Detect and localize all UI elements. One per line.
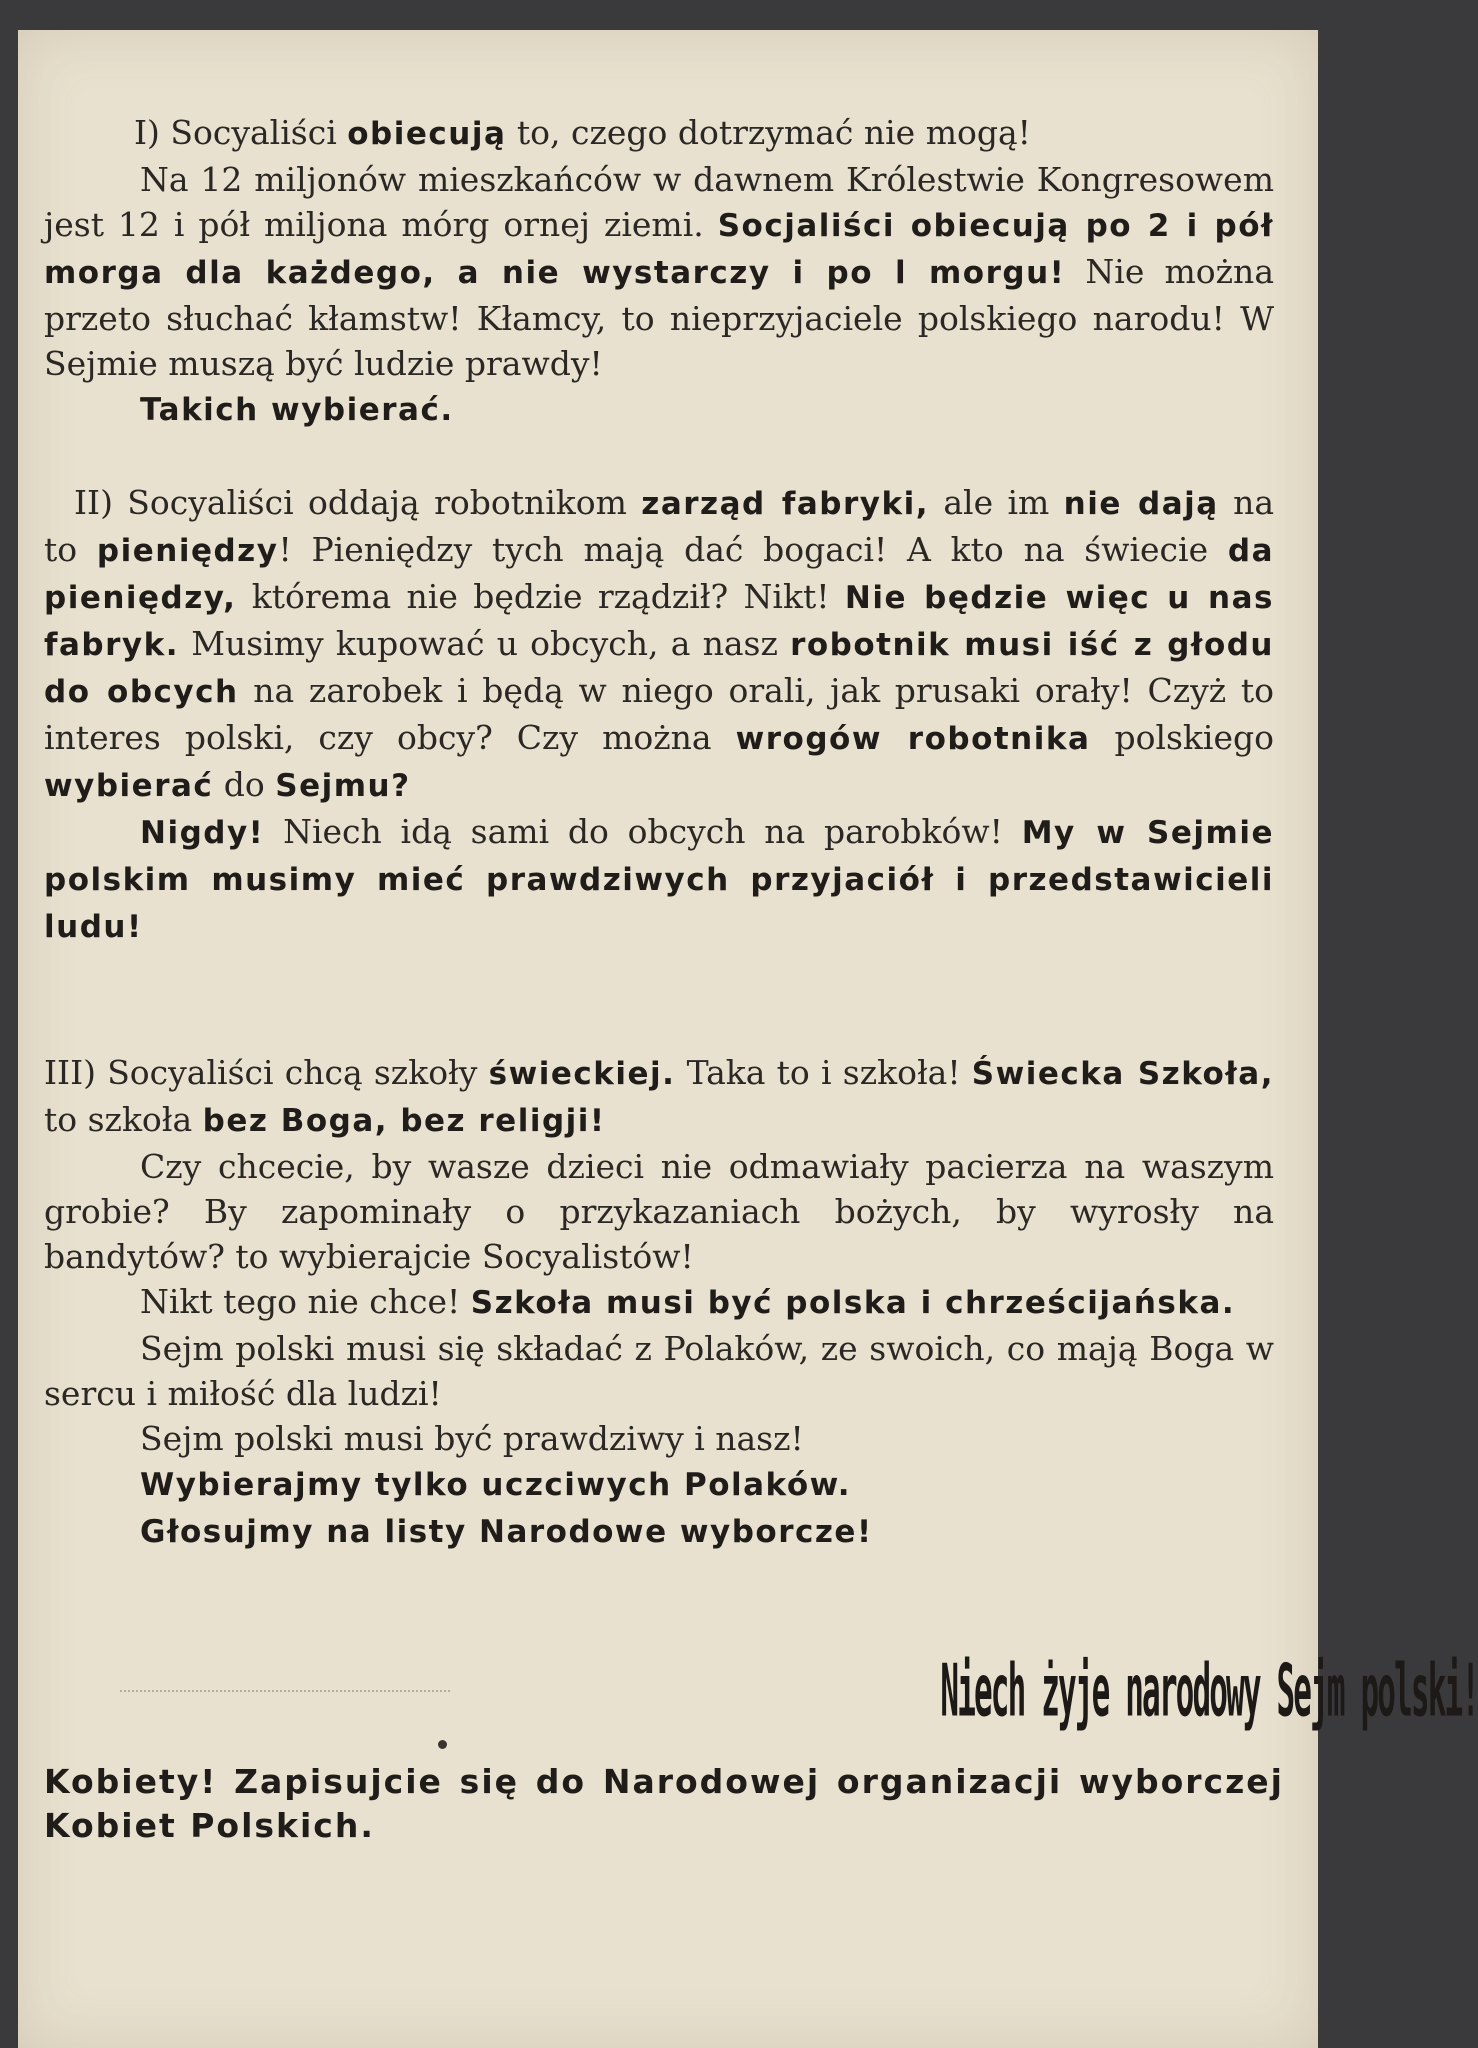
section-three-school: Nikt tego nie chce! Szkoła musi być polska i chrześcijańska. (140, 1282, 1236, 1321)
section-three-sejm: Sejm polski musi się składać z Polaków, ze swoich, co mają Boga w sercu i miłość dla ludzi! (44, 1329, 1274, 1413)
section-one-closing: Takich wybierać. (140, 392, 454, 428)
section-two-closing: Nigdy! Niech idą sami do obcych na parobków! My w Sejmie polskim musimy mieć prawdziwych przyjaciół i przedstawicieli ludu! (44, 812, 1274, 945)
section-three (44, 1050, 1274, 1555)
section-one (44, 110, 1274, 433)
section-three-call-2: Głosujmy na listy Narodowe wyborcze! (140, 1514, 873, 1550)
emphasis-promise: Socjaliści obiecują po 2 i pół morga dla każdego, a nie wystarczy i po l morgu! (44, 208, 1274, 291)
print-specks (120, 1690, 450, 1700)
section-two-body: II) Socyaliści oddają robotnikom zarząd fabryki, ale im nie dają na to pieniędzy! Pieniędzy tych mają dać bogaci! A kto na świecie da pieniędzy, którema nie będzie rządził? Nikt! Nie będzie więc u nas fabryk. Musimy kupować u obcych, a nasz robotnik musi iść z głodu do obcych na zarobek i będą w niego orali, jak prusaki orały! Czyż to interes polski, czy obcy? Czy można wrogów robotnika polskiego wybierać do Sejmu? (44, 483, 1275, 804)
section-three-question: Czy chcecie, by wasze dzieci nie odmawiały pacierza na waszym grobie? By zapominały o przykazaniach bożych, by wyrosły na bandytów? to wybierajcie Socyalistów! (44, 1147, 1274, 1276)
section-three-sejm-true: Sejm polski musi być prawdziwy i nasz! (140, 1419, 804, 1458)
slogan-headline: Niech żyje narodowy Sejm polski! (940, 1648, 1478, 1734)
emphasis-obiecuja: obiecują (347, 116, 507, 152)
section-one-body: Na 12 miljonów mieszkańców w dawnem Królestwie Kongresowem jest 12 i pół miljona mórg ornej ziemi. Socjaliści obiecują po 2 i pół morga dla każdego, a nie wystarczy i po l morgu! Nie można przeto słuchać kłamstw! Kłamcy, to nieprzyjaciele polskiego narodu! W Sejmie muszą być ludzie prawdy! (44, 160, 1274, 383)
ink-dot (438, 1740, 447, 1749)
women-appeal: Kobiety! Zapisujcie się do Narodowej organizacji wyborczej Kobiet Polskich. (44, 1762, 1284, 1845)
section-three-call-1: Wybierajmy tylko uczciwych Polaków. (140, 1467, 852, 1503)
section-one-first-line: I) Socyaliści obiecują to, czego dotrzymać nie mogą! (134, 113, 1031, 152)
section-three-opening: III) Socyaliści chcą szkoły świeckiej. Taka to i szkoła! Świecka Szkoła, to szkoła bez Boga, bez religji! (44, 1053, 1274, 1139)
section-two (44, 480, 1274, 950)
